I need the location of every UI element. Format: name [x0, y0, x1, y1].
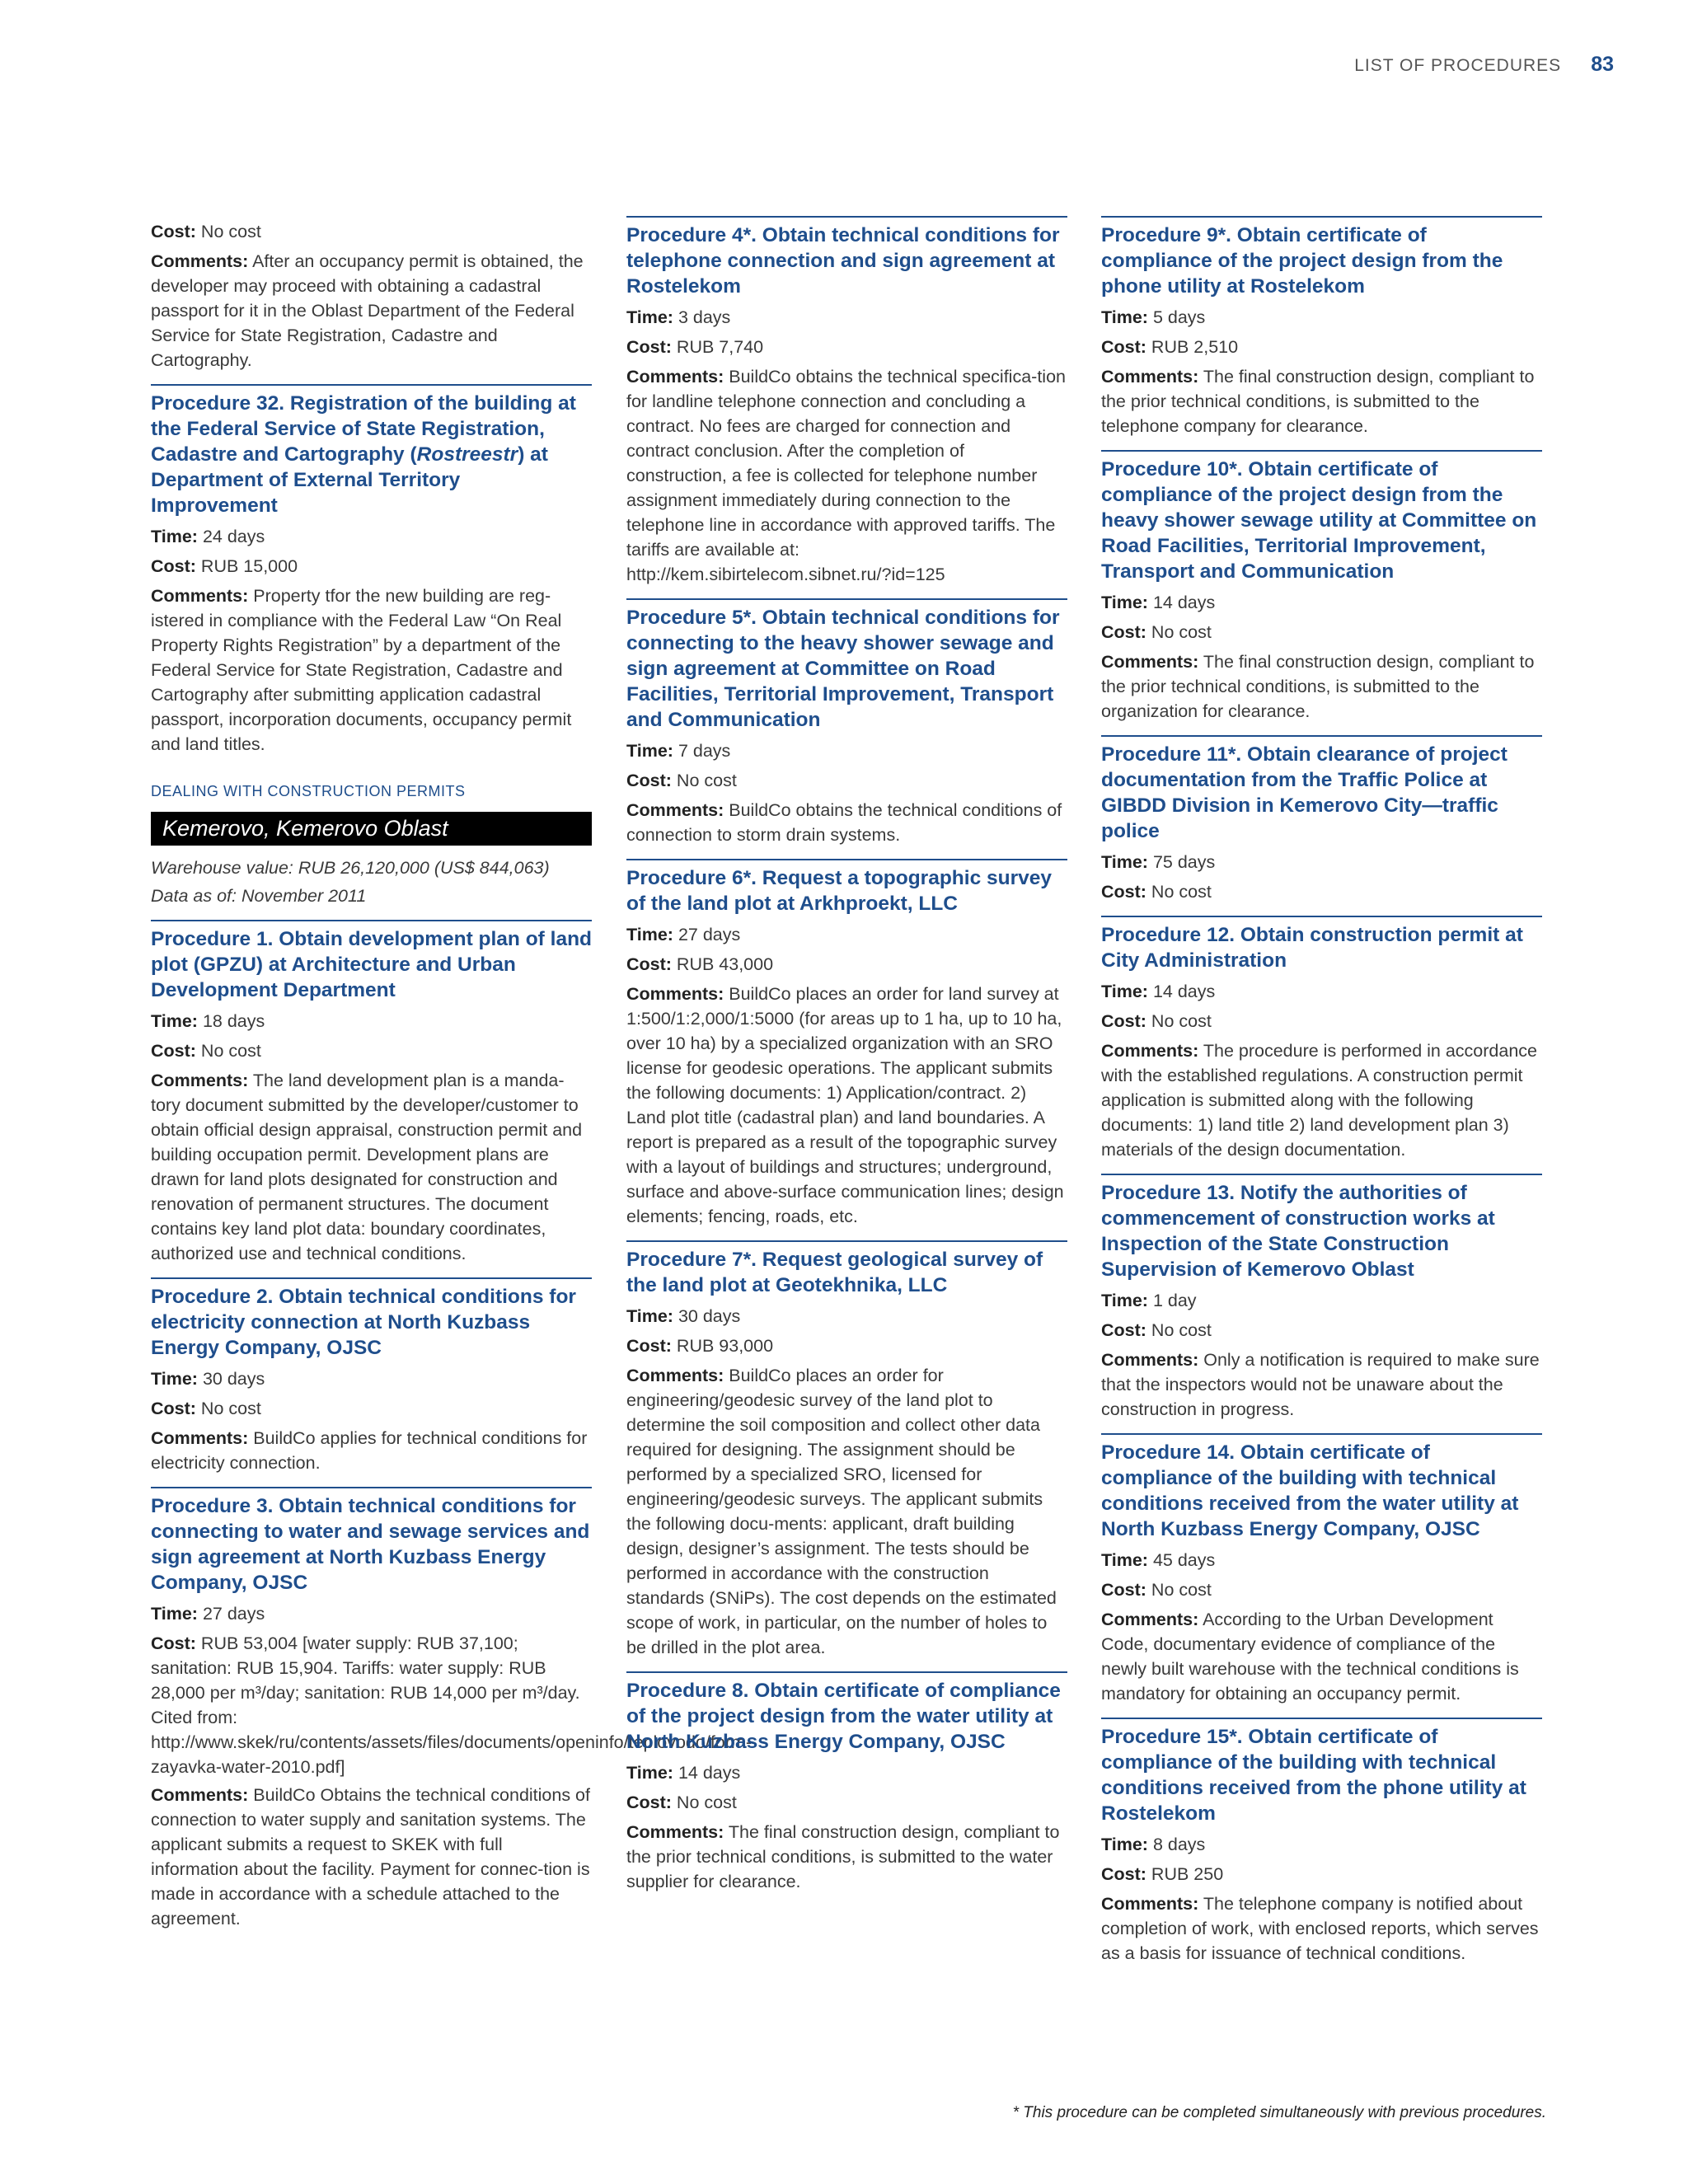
comments-field: Comments: The final construction design, compliant to the prior technical conditions, is submitted to the telephone company for clearance.	[1101, 367, 1535, 436]
procedure-11	[1101, 735, 1542, 904]
comments-field: Comments: BuildCo obtains the technical conditions of connection to storm drain systems.	[626, 800, 1062, 845]
procedure-title: Procedure 3. Obtain technical conditions for connecting to water and sewage services and sign agreement at North Kuzbass Energy Company, OJSC	[151, 1495, 590, 1594]
comments-field: Comments: The final construction design, compliant to the prior technical conditions, is submitted to the water supplier for clearance.	[626, 1822, 1060, 1891]
time-field: Time: 27 days	[151, 1604, 265, 1624]
time-field: Time: 14 days	[1101, 593, 1216, 612]
procedure-title: Procedure 7*. Request geological survey of the land plot at Geotekhnika, LLC	[626, 1249, 1043, 1296]
cost-field: Cost: No cost	[151, 1399, 261, 1418]
procedure-12	[1101, 916, 1542, 1162]
time-field: Time: 75 days	[1101, 852, 1216, 872]
cost-field: Cost: No cost	[1101, 1011, 1212, 1031]
time-field: Time: 45 days	[1101, 1550, 1216, 1570]
procedure-4	[626, 216, 1067, 587]
procedure-title: Procedure 13. Notify the authorities of commencement of construction works at Inspection of the State Construction Supervision of Kemerovo Oblast	[1101, 1182, 1495, 1281]
procedure-title: Procedure 32. Registration of the building at the Federal Service of State Registration, Cadastre and Cartography (Rostreestr) at Department of External Territory Improvement	[151, 392, 576, 517]
column-3	[1101, 216, 1542, 1969]
time-field: Time: 1 day	[1101, 1291, 1197, 1310]
procedure-8	[626, 1671, 1067, 1894]
cost-field: Cost: RUB 43,000	[626, 954, 774, 974]
cost-field: Cost: No cost	[1101, 1580, 1212, 1600]
procedure-title: Procedure 8. Obtain certificate of compliance of the project design from the water utility at North Kuzbass Energy Company, OJSC	[626, 1680, 1061, 1753]
page-header	[1354, 53, 1614, 77]
cost-field: Cost: RUB 93,000	[626, 1336, 774, 1356]
time-field: Time: 3 days	[626, 307, 731, 327]
procedure-title: Procedure 15*. Obtain certificate of compliance of the building with technical conditions received from the phone utility at Rostelekom	[1101, 1726, 1526, 1825]
comments-field: Comments: BuildCo applies for technical conditions for electricity connection.	[151, 1428, 588, 1473]
time-field: Time: 18 days	[151, 1011, 265, 1031]
procedure-title: Procedure 1. Obtain development plan of land plot (GPZU) at Architecture and Urban Development Department	[151, 928, 593, 1001]
comments-field: Comments: BuildCo places an order for engineering/geodesic survey of the land plot to determine the soil composition and collect other data required for designing. The assignment should be performed by a specialized SRO, licensed for engineering/geodesic surveys. The applicant submits the following docu-ments: applicant, draft building design, designer’s assignment. The tests should be performed in accordance with the construction standards (SNiPs). The cost depends on the estimated scope of work, in particular, on the number of holes to be drilled in the plot area.	[626, 1366, 1057, 1657]
section-heading: DEALING WITH CONSTRUCTION PERMITS	[151, 783, 466, 799]
procedure-title: Procedure 14. Obtain certificate of compliance of the building with technical conditions received from the water utility at North Kuzbass Energy Company, OJSC	[1101, 1441, 1519, 1540]
time-field: Time: 14 days	[1101, 982, 1216, 1001]
cost-field: Cost: No cost	[151, 1041, 261, 1061]
cost-field: Cost: No cost	[1101, 882, 1212, 902]
procedure-13	[1101, 1174, 1542, 1422]
cost-field: Cost: RUB 7,740	[626, 337, 764, 357]
column-2	[626, 216, 1067, 1897]
comments-field: Comments: BuildCo Obtains the technical conditions of connection to water supply and sanitation systems. The applicant submits a request to SKEK with full information about the facility. Payment for connec-tion is made in accordance with a schedule attached to the agreement.	[151, 1785, 590, 1929]
procedure-2	[151, 1277, 592, 1475]
time-field: Time: 27 days	[626, 925, 741, 944]
procedure-title: Procedure 5*. Obtain technical conditions for connecting to the heavy shower sewage and sign agreement at Committee on Road Facilities, Territorial Improvement, Transport and Communication	[626, 607, 1060, 731]
comments-field: Comments: BuildCo places an order for land survey at 1:500/1:2,000/1:5000 (for areas up to 1 ha, up to 10 ha, over 10 ha) by a specialized organization with an SRO license for geodesic operations. The applicant submits the following documents: 1) Application/contract. 2) Land plot title (cadastral plan) and land boundaries. A report is prepared as a result of the topographic survey with a layout of buildings and structures; underground, surface and above-surface communication lines; design elements; fencing, roads, etc.	[626, 984, 1064, 1226]
time-field: Time: 5 days	[1101, 307, 1206, 327]
cost-field: Cost: No cost	[1101, 1320, 1212, 1340]
comments-field: Comments: BuildCo obtains the technical specifica-tion for landline telephone connection and concluding a contract. No fees are charged for connection and contract conclusion. After the completion of construction, a fee is collected for telephone number assignment immediately during connection to the telephone line in accordance with approved tariffs. The tariffs are available at: http://kem.sibirtelecom.sibnet.ru/?id=125	[626, 367, 1066, 584]
procedure-1	[151, 920, 592, 1266]
section-title: LIST OF PROCEDURES	[1354, 56, 1562, 75]
cost-field: Cost: No cost	[1101, 622, 1212, 642]
procedure-title: Procedure 9*. Obtain certificate of compliance of the project design from the phone utility at Rostelekom	[1101, 224, 1503, 298]
procedure-6	[626, 859, 1067, 1229]
procedure-31-tail	[151, 219, 592, 373]
cost-field: Cost: RUB 2,510	[1101, 337, 1239, 357]
procedure-14	[1101, 1433, 1542, 1706]
procedure-7	[626, 1240, 1067, 1660]
data-as-of: Data as of: November 2011	[151, 886, 367, 906]
cost-field: Cost: RUB 53,004 [water supply: RUB 37,100; sanitation: RUB 15,904. Tariffs: water supply: RUB 28,000 per m³/day; sanitation: RUB 14,000 per m³/day. Cited from: http://www.skek/ru/contents/assets/files/documents/openinfo/teplovodo/form-zayavka-water-2010.pdf]	[151, 1633, 752, 1777]
comments-field: Comments: The final construction design, compliant to the prior technical conditions, is submitted to the organization for clearance.	[1101, 652, 1535, 721]
procedure-title: Procedure 10*. Obtain certificate of compliance of the project design from the heavy shower sewage utility at Committee on Road Facilities, Territorial Improvement, Transport and Communication	[1101, 458, 1537, 583]
warehouse-value: Warehouse value: RUB 26,120,000 (US$ 844,063)	[151, 858, 550, 878]
city-banner: Kemerovo, Kemerovo Oblast	[151, 812, 592, 846]
comments-field: Comments: The telephone company is notified about completion of work, with enclosed reports, which serves as a basis for issuance of technical conditions.	[1101, 1894, 1539, 1963]
procedure-10	[1101, 450, 1542, 724]
time-field: Time: 14 days	[626, 1763, 741, 1783]
procedure-5	[626, 598, 1067, 847]
comments-field: Comments: After an occupancy permit is obtained, the developer may proceed with obtaining a cadastral passport for it in the Oblast Department of the Federal Service for State Registration, Cadastre and Cartography.	[151, 251, 584, 370]
comments-field: Comments: According to the Urban Development Code, documentary evidence of compliance of the newly built warehouse with the technical conditions is mandatory for obtaining an occupancy permit.	[1101, 1610, 1519, 1704]
time-field: Time: 30 days	[151, 1369, 265, 1389]
cost-field: Cost: No cost	[151, 222, 261, 241]
procedure-title: Procedure 11*. Obtain clearance of project documentation from the Traffic Police at GIBDD Division in Kemerovo City—traffic police	[1101, 743, 1507, 842]
time-field: Time: 7 days	[626, 741, 731, 761]
footnote: * This procedure can be completed simultaneously with previous procedures.	[1012, 2104, 1546, 2121]
procedure-title: Procedure 2. Obtain technical conditions for electricity connection at North Kuzbass Energy Company, OJSC	[151, 1286, 576, 1359]
cost-field: Cost: RUB 15,000	[151, 556, 298, 576]
cost-field: Cost: No cost	[626, 1793, 737, 1812]
procedure-15	[1101, 1718, 1542, 1966]
time-field: Time: 24 days	[151, 527, 265, 546]
cost-field: Cost: No cost	[626, 771, 737, 790]
procedure-title: Procedure 4*. Obtain technical conditions for telephone connection and sign agreement at Rostelekom	[626, 224, 1060, 298]
comments-field: Comments: The procedure is performed in accordance with the established regulations. A construction permit application is submitted along with the following documents: 1) land title 2) land development plan 3) materials of the design documentation.	[1101, 1041, 1537, 1160]
comments-field: Comments: Only a notification is required to make sure that the inspectors would not be unaware about the construction in progress.	[1101, 1350, 1540, 1419]
procedure-title: Procedure 6*. Request a topographic survey of the land plot at Arkhproekt, LLC	[626, 867, 1053, 915]
page-number: 83	[1591, 53, 1614, 76]
time-field: Time: 8 days	[1101, 1835, 1206, 1854]
cost-field: Cost: RUB 250	[1101, 1864, 1224, 1884]
comments-field: Comments: The land development plan is a manda-tory document submitted by the developer/customer to obtain official design appraisal, construction permit and building occupation permit. Development plans are drawn for land plots designated for construction and renovation of permanent structures. The document contains key land plot data: boundary coordinates, authorized use and technical conditions.	[151, 1071, 583, 1263]
procedure-9	[1101, 216, 1542, 438]
procedure-title: Procedure 12. Obtain construction permit at City Administration	[1101, 924, 1523, 972]
time-field: Time: 30 days	[626, 1306, 741, 1326]
procedure-32	[151, 384, 592, 757]
comments-field: Comments: Property tfor the new building are reg-istered in compliance with the Federal Law “On Real Property Rights Registration” by a department of the Federal Service for State Registration, Cadastre and Cartography after submitting application cadastral passport, incorporation documents, occupancy permit and land titles.	[151, 586, 572, 754]
